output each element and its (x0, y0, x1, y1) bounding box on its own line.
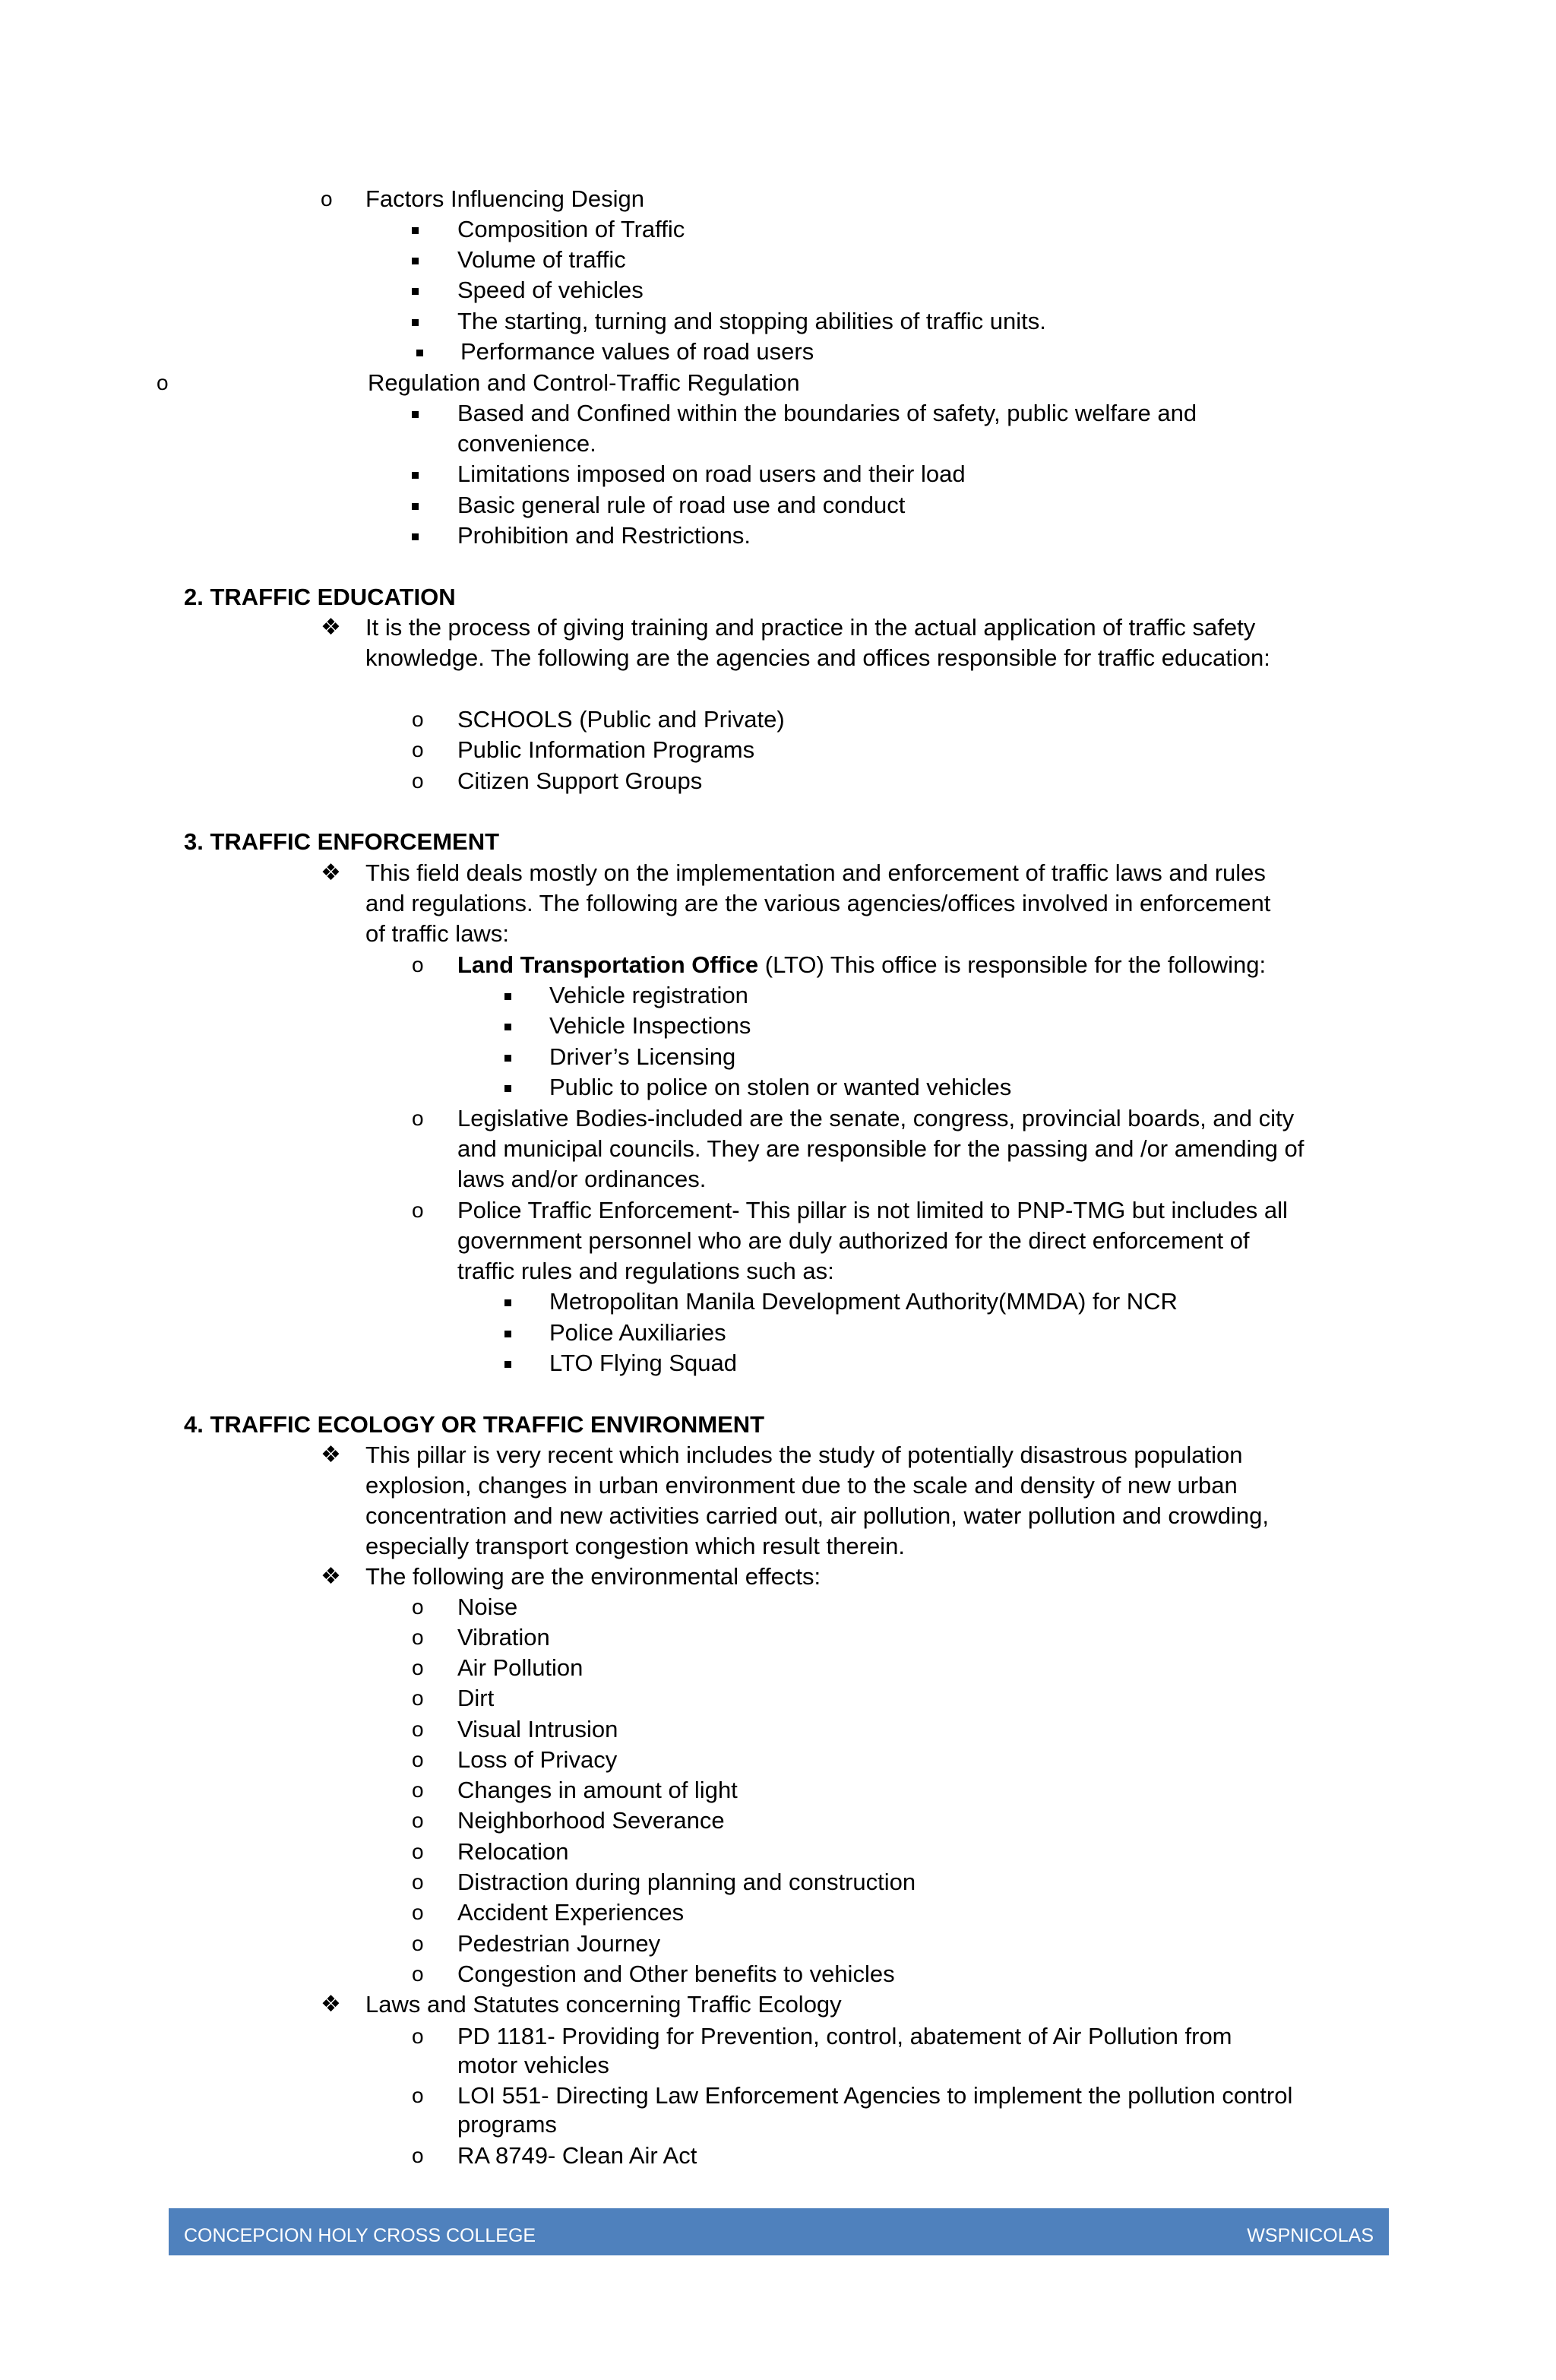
circle-bullet: o (412, 1106, 424, 1130)
list-item: Vibration (457, 1624, 550, 1650)
list-item: Based and Confined within the boundaries of safety, public welfare and (457, 400, 1197, 426)
circle-bullet: o (412, 1962, 424, 1986)
list-item: Relocation (457, 1838, 569, 1865)
list-item: Police Auxiliaries (549, 1319, 726, 1346)
circle-bullet: o (412, 953, 424, 976)
diamond-bullet-icon: ❖ (321, 614, 341, 641)
list-item: Vehicle registration (549, 982, 748, 1008)
list-item: LTO Flying Squad (549, 1350, 737, 1376)
diamond-bullet-icon: ❖ (321, 1442, 341, 1468)
circle-bullet: o (157, 371, 169, 394)
lto-description: (LTO) This office is responsible for the following: (758, 951, 1267, 978)
circle-bullet: o (412, 1686, 424, 1710)
circle-bullet: o (412, 1595, 424, 1619)
paragraph-line: and regulations. The following are the various agencies/offices involved in enforcement (365, 890, 1271, 916)
list-item: Metropolitan Manila Development Authority(MMDA) for NCR (549, 1288, 1178, 1315)
square-bullet (504, 1042, 511, 1072)
paragraph-line: It is the process of giving training and practice in the actual application of traffic safety (365, 614, 1256, 641)
paragraph-line: Legislative Bodies-included are the senate, congress, provincial boards, and city (457, 1105, 1295, 1131)
list-item: Vehicle Inspections (549, 1012, 751, 1039)
list-item: Neighborhood Severance (457, 1807, 725, 1834)
list-item: Distraction during planning and construction (457, 1869, 916, 1895)
paragraph-line: This field deals mostly on the implementation and enforcement of traffic laws and rules (365, 859, 1266, 886)
circle-bullet: o (412, 769, 424, 793)
circle-bullet: o (412, 1870, 424, 1894)
diamond-bullet-icon: ❖ (321, 1991, 341, 2018)
list-item: SCHOOLS (Public and Private) (457, 706, 785, 733)
list-item: Public to police on stolen or wanted vehicles (549, 1074, 1012, 1100)
square-bullet (504, 1011, 511, 1041)
paragraph-line: knowledge. The following are the agencies and offices responsible for traffic education: (365, 644, 1270, 671)
factors-title: Factors Influencing Design (365, 185, 645, 212)
list-item: Limitations imposed on road users and their load (457, 460, 966, 487)
square-bullet (412, 521, 419, 551)
circle-bullet: o (412, 1625, 424, 1649)
square-bullet (504, 1287, 511, 1317)
paragraph-line: This pillar is very recent which includes the study of potentially disastrous population (365, 1442, 1243, 1468)
square-bullet (504, 1072, 511, 1103)
paragraph-line: and municipal councils. They are responsible for the passing and /or amending of (457, 1135, 1305, 1162)
paragraph-line: laws and/or ordinances. (457, 1166, 707, 1192)
circle-bullet: o (412, 1198, 424, 1222)
list-item: The starting, turning and stopping abilities of traffic units. (457, 308, 1046, 334)
section-heading: 2. TRAFFIC EDUCATION (184, 584, 456, 610)
paragraph-line: of traffic laws: (365, 920, 509, 947)
square-bullet (412, 490, 419, 521)
list-item: Congestion and Other benefits to vehicles (457, 1961, 895, 1987)
list-item: LOI 551- Directing Law Enforcement Agencies to implement the pollution control (457, 2082, 1293, 2109)
list-item: Prohibition and Restrictions. (457, 522, 751, 549)
list-item: Performance values of road users (460, 338, 814, 365)
list-item: Composition of Traffic (457, 216, 685, 242)
square-bullet (504, 1348, 511, 1378)
square-bullet (504, 980, 511, 1011)
list-item: Volume of traffic (457, 246, 626, 273)
circle-bullet: o (412, 1840, 424, 1863)
circle-bullet: o (412, 738, 424, 761)
circle-bullet: o (412, 2084, 424, 2107)
list-item-continued: convenience. (457, 430, 596, 457)
list-item: RA 8749- Clean Air Act (457, 2142, 697, 2169)
square-bullet (412, 214, 419, 245)
list-item: Basic general rule of road use and conduct (457, 492, 906, 518)
list-item: Public Information Programs (457, 736, 755, 763)
list-item: Citizen Support Groups (457, 767, 703, 794)
square-bullet (412, 459, 419, 489)
circle-bullet: o (412, 1656, 424, 1679)
circle-bullet: o (412, 1778, 424, 1802)
list-item-continued: programs (457, 2111, 557, 2138)
circle-bullet: o (412, 1748, 424, 1771)
page-footer (169, 2208, 1389, 2255)
paragraph-line: Police Traffic Enforcement- This pillar is not limited to PNP-TMG but includes all (457, 1197, 1288, 1223)
square-bullet (504, 1318, 511, 1348)
list-item: Loss of Privacy (457, 1746, 618, 1773)
square-bullet (412, 306, 419, 337)
list-item: Air Pollution (457, 1654, 584, 1681)
list-item: Speed of vehicles (457, 277, 644, 303)
diamond-bullet-icon: ❖ (321, 859, 341, 886)
circle-bullet: o (321, 187, 333, 210)
laws-title: Laws and Statutes concerning Traffic Ecology (365, 1991, 842, 2018)
circle-bullet: o (412, 1932, 424, 1955)
footer-college-name: CONCEPCION HOLY CROSS COLLEGE (184, 2225, 536, 2246)
square-bullet (412, 398, 419, 429)
list-item: Visual Intrusion (457, 1716, 618, 1742)
list-item: Dirt (457, 1685, 495, 1711)
list-item: Pedestrian Journey (457, 1930, 661, 1957)
paragraph-line: concentration and new activities carried out, air pollution, water pollution and crowding, (365, 1502, 1270, 1529)
list-item: Noise (457, 1594, 518, 1620)
circle-bullet: o (412, 1809, 424, 1832)
list-item-continued: motor vehicles (457, 2052, 609, 2078)
circle-bullet: o (412, 2024, 424, 2048)
regulation-title: Regulation and Control-Traffic Regulation (368, 369, 800, 396)
square-bullet (412, 275, 419, 305)
lto-line (457, 950, 1266, 980)
list-item: PD 1181- Providing for Prevention, control, abatement of Air Pollution from (457, 2023, 1232, 2049)
square-bullet (412, 245, 419, 275)
circle-bullet: o (412, 2144, 424, 2167)
list-item: Driver’s Licensing (549, 1043, 736, 1070)
list-item: Accident Experiences (457, 1899, 685, 1926)
paragraph-line: government personnel who are duly authorized for the direct enforcement of (457, 1227, 1250, 1254)
diamond-bullet-icon: ❖ (321, 1563, 341, 1590)
effects-title: The following are the environmental effects: (365, 1563, 821, 1590)
circle-bullet: o (412, 707, 424, 731)
lto-name: Land Transportation Office (457, 951, 759, 978)
paragraph-line: traffic rules and regulations such as: (457, 1258, 834, 1284)
paragraph-line: especially transport congestion which result therein. (365, 1533, 905, 1559)
circle-bullet: o (412, 1901, 424, 1924)
section-heading: 3. TRAFFIC ENFORCEMENT (184, 828, 500, 855)
square-bullet (416, 337, 423, 367)
list-item: Changes in amount of light (457, 1777, 738, 1803)
paragraph-line: explosion, changes in urban environment due to the scale and density of new urban (365, 1472, 1238, 1499)
footer-author: WSPNICOLAS (1247, 2225, 1374, 2246)
circle-bullet: o (412, 1717, 424, 1741)
section-heading: 4. TRAFFIC ECOLOGY OR TRAFFIC ENVIRONMENT (184, 1411, 765, 1438)
